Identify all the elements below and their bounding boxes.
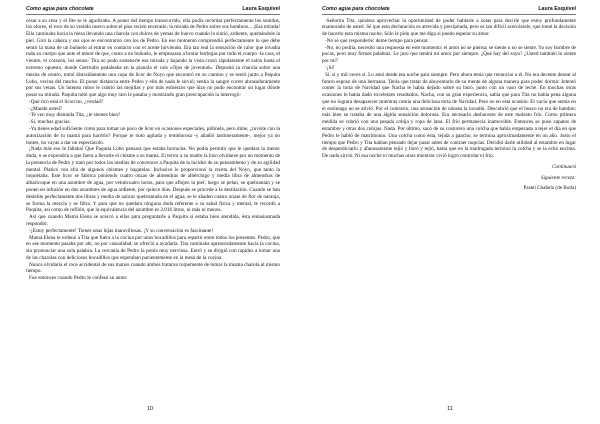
right-page xyxy=(300,0,600,424)
dialogue-line: -No, no podría, necesito una respuesta en este momento: el amor no se piensa; se siente o no se siente. Yo soy hombre de pocas, pero muy firmes palabras. Le juro que tendrá mi amor por siempre. ¿Qué hay del suyo? ¿Usted también lo siente por mí? xyxy=(322,44,576,65)
paragraph: Sí, sí y mil veces sí. Lo amó desde esa noche para siempre. Pero ahora tenía que renunciar a él. No era decente desear al futuro esposo de una hermana. Tenía que tratar de ahuyentarlo de su mente de alguna manera para poder dormir. Intentó comer la torta de Navidad que Nacha le había dejado sobre su buró, junto con un vaso de leche. En muchas otras ocasiones le había dado excelentes resultados. Nacha, con su gran experiencia, sabía que para Tita no había pena alguna que no lograra desaparecer mientras comía una deliciosa torta de Navidad. Pero no en esta ocasión. El vacío que sentía en el estómago no se alivió. Por el contrario, una sensación de náusea la invadió. Descubrió que el hueco no era de hambre; más bien se trataba de una álgida sensación dolorosa. Era necesario deshacerse de este molesto frío. Como primera medida se cubrió con una pesada cobija y ropa de lana. El frío permanecía inamovible. Entonces se puso zapatos de estambre y otras dos cobijas. Nada. Por último, sacó de su costurero una colcha que había empezado a tejer el día en que Pedro le habló de matrimonio. Una colcha como ésta, tejida a gancho, se termina aproximadamente en un año. Justo el tiempo que Pedro y Tita habían pensado dejar pasar antes de contraer nupcias. Decidió darle utilidad al estambre en lugar de desperdiciarlo y afanosamente tejió y lloró y tejió, hasta que en la madrugada terminó la colcha y se la echó encima. De nada sirvió. Ni esa noche ni muchas otras mientras vivió logró controlar el frío. xyxy=(322,71,576,160)
paragraph: ¡Nada más eso le faltaba! Que Paquita Lobo pensara que estaba borracha. No podía permitir que le quedara la menor duda, o se expondría a que fuera a llevarle el chisme a su mamá. El terror a su madre la hizo olvidarse por un momento de la presencia de Pedro y trató por todos los medios de convencer a Paquita de la lucidez de su pensamiento y de su agilidad mental. Platicó con ella de algunos chismes y bagatelas. Inclusive le proporcionó la receta del Noyo, que tanto la inquietaba. Este licor se fabrica poniendo cuatro onzas de almendras de albérchigo y media libra de almendras de albaricoque en una azumbre de agua, por veinticuatro horas, para que aflojen la piel; luego se pelan, se quebrantan y se ponen en infusión en dos azumbres de agua ardiente, por quince días. Después se procede a la destilación. Cuando se han desleído perfectamente dos libras y media de azúcar quebrantada en el agua, se le añaden cuatro onzas de flor de naranja, se forma la mezcla y se filtra. Y para que no quedara ninguna duda referente a su salud física y mental, le recordó a Paquita, así como de refilón, que la equivalencia del azumbre es 2.016 litros, ni más ni menos. xyxy=(26,146,280,214)
dialogue-line: -Qué rico está el licorcito, ¿verdad? xyxy=(29,98,104,105)
body-text xyxy=(26,18,280,282)
dialogue-line: -¡Estoy perfectamente! Tienes unas hijas maravillosas. ¡Y su conversación es fascinante! xyxy=(29,227,214,234)
book-title: Como agua para chocolate xyxy=(26,6,94,12)
page-number: 10 xyxy=(146,406,154,412)
continuara-label: Continuará xyxy=(552,163,576,170)
paragraph: Así que cuando Mamá Elena se acercó a ellas para preguntarle a Paquita si estaba bien atendida, ésta entusiasmada respondió: xyxy=(26,214,280,227)
next-recipe-label: Siguiente receta: xyxy=(540,174,576,181)
recipe-name: Pastel Chabela (de Boda) xyxy=(523,185,576,192)
author-name: Laura Esquivel xyxy=(538,6,576,12)
dialogue-line: -Sí, muchas gracias. xyxy=(29,119,71,126)
dialogue-line: -Te veo muy distraída Tita, ¿te sientes bien? xyxy=(29,112,121,119)
dialogue-line: -¿Mande usted? xyxy=(29,105,62,112)
body-text xyxy=(322,18,576,193)
dialogue-line: -Señorita Tita, quisiera aprovechar la oportunidad de poder hablarle a solas para decirle que estoy profundamente enamorado de usted. Sé que esta declaración es atrevida y precipitada, pero es tan difícil acercársele, que tomé la decisión de hacerlo esta misma noche. Sólo le pido que me diga si puedo esperar su amor. xyxy=(322,17,576,38)
running-header xyxy=(322,6,576,15)
page-number: 11 xyxy=(447,406,453,412)
paragraph: Fue entonces cuando Pedro le confesó su amor. xyxy=(29,275,128,282)
author-name: Laura Esquivel xyxy=(242,6,280,12)
paragraph: Mamá Elena le ordenó a Tita que fuera a la cocina por unos bocadillos para repartir entre todos los presentes. Pedro, que en ese momento pasaba por ahí, no por casualidad, se ofreció a ayudarla. Tita caminaba apresuradamente hacia la cocina, sin pronunciar una sola palabra. La cercanía de Pedro la ponía muy nerviosa. Entró y se dirigió con rapidez a tomar una de las charolas con deliciosos bocadillos que esperaban pacientemente en la mesa de la cocina. xyxy=(26,234,280,261)
running-header xyxy=(26,6,280,15)
dialogue-line: -No sé qué responderle; deme tiempo para pensar. xyxy=(325,37,429,44)
book-title: Como agua para chocolate xyxy=(322,6,390,12)
paragraph: cesar a su cesa y el fite se le agudizaba. A poner del tiempo transcurrido, ella podía recordar perfectamente los sonidos, los olores, el roce de su vestido nuevo sobre el piso recién encerado; la mirada de Pedro sobre sus hombros... ¡Esa mirada! Ella caminaba hacia la mesa llevando una charola con dulces de yemas de huevo cuando la sintió, ardiente, quemándole la piel. Giró la cabeza y sus ojos se encontraron con los de Pedro. En ese momento comprendió perfectamente lo que debe sentir la masa de un buñuelo al entrar en contacto con el aceite hirviendo. Era tan real la sensación de calor que invadía todo su cuerpo que ante el temor de que, como a un buñuelo, le empezaran a brotar burbujas por todo el cuerpo -la cara, el vientre, el corazón, los senos- Tita no pudo sostenerle esa mirada y bajando la vista cruzó rápidamente el salón hasta el extremo opuesto, donde Gertrudis pedaleaba en la pianola el vals «Ojos de juventud». Depositó la charola sobre una mesita de centro, tomó distraídamente una copa de licor de Noyo que encontró en su camino y se sentó junto a Paquita Lobo, vecina del rancho. El poner distancia entre Pedro y ella de nada le sirvió; sentía la sangre correr abrasadoramente por sus venas. Un intenso rubor le cubrió las mejillas y por más esfuerzos que hizo no pudo encontrar un lugar dónde posar su mirada. Paquita notó que algo muy raro le pasaba y mostrando gran preocupación la interrogó: xyxy=(26,17,280,99)
dialogue-line: -¡Sí! xyxy=(325,64,335,71)
paragraph: Nunca olvidaría el roce accidental de sus manos cuando ambos trataron torpemente de tomar la misma charola al mismo tiempo. xyxy=(26,261,280,275)
paragraph: -Ya tienes edad suficiente como para tomar un poco de licor en ocasiones especiales, pillinela, pero dime, ¿tuviste con la autorización de tu mamá para hacerlo? Porque te noto agitada y temblorosa -y añadió lastimeramente-, mejor ya no tomes, no vayas a dar un espectáculo. xyxy=(26,126,280,146)
